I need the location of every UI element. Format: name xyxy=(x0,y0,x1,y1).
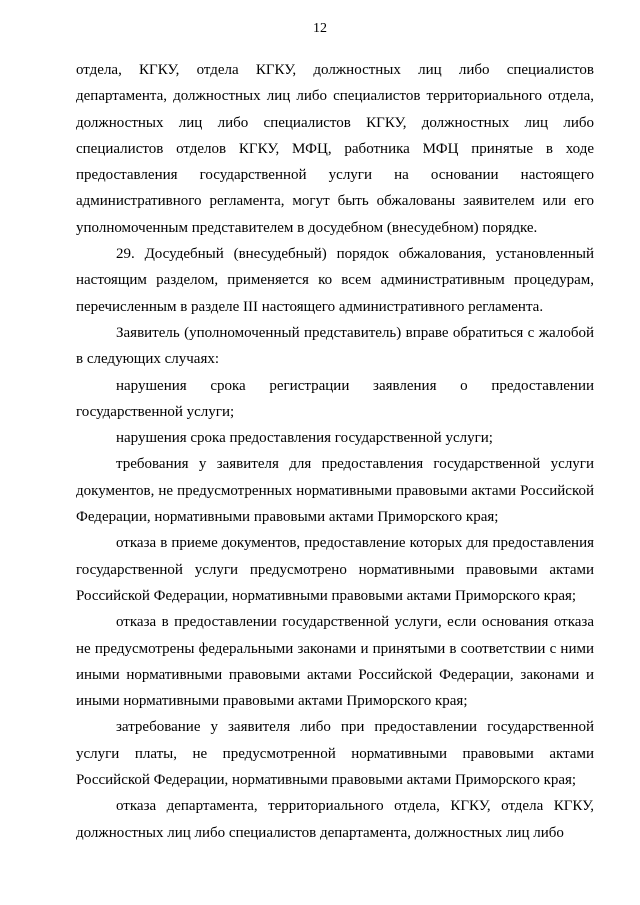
list-item: отказа в предоставлении государственной услуги, если основания отказа не предусмотрены федеральными законами и принятыми в соответствии с ними иными нормативными правовыми актами Российской Федерации, законами и иными нормативными правовыми актами Приморского края; xyxy=(76,614,594,710)
paragraph-29: 29. Досудебный (внесудебный) порядок обжалования, установленный настоящим разделом, применяется ко всем административным процедурам, перечисленным в разделе III настоящего административного регламента. xyxy=(76,246,594,315)
document-body xyxy=(76,57,594,846)
list-item: требования у заявителя для предоставления государственной услуги документов, не предусмотренных нормативными правовыми актами Российской Федерации, нормативными правовыми актами Приморского края; xyxy=(76,456,594,526)
list-item: затребование у заявителя либо при предоставлении государственной услуги платы, не предусмотренной нормативными правовыми актами Российской Федерации, нормативными правовыми актами Приморского края; xyxy=(76,719,594,789)
paragraph-complaint-intro: Заявитель (уполномоченный представитель) вправе обратиться с жалобой в следующих случаях: xyxy=(76,324,594,368)
list-item: отказа департамента, территориального отдела, КГКУ, отдела КГКУ, должностных лиц либо специалистов департамента, должностных лиц либо xyxy=(76,798,594,841)
page-number: 12 xyxy=(313,21,327,36)
paragraph-continuation: отдела, КГКУ, отдела КГКУ, должностных лиц либо специалистов департамента, должностных лиц либо специалистов территориального отдела, должностных лиц либо специалистов КГКУ, должностных лиц либо специалистов отделов КГКУ, МФЦ, работника МФЦ принятые в ходе предоставления государственной услуги на основании настоящего административного регламента, могут быть обжалованы заявителем или его уполномоченным представителем в досудебном (внесудебном) порядке. xyxy=(76,62,594,236)
list-item: нарушения срока предоставления государственной услуги; xyxy=(116,430,493,447)
list-item: отказа в приеме документов, предоставление которых для предоставления государственной услуги предусмотрено нормативными правовыми актами Российской Федерации, нормативными правовыми актами Приморского края; xyxy=(76,535,594,604)
list-item: нарушения срока регистрации заявления о предоставлении государственной услуги; xyxy=(76,377,594,420)
